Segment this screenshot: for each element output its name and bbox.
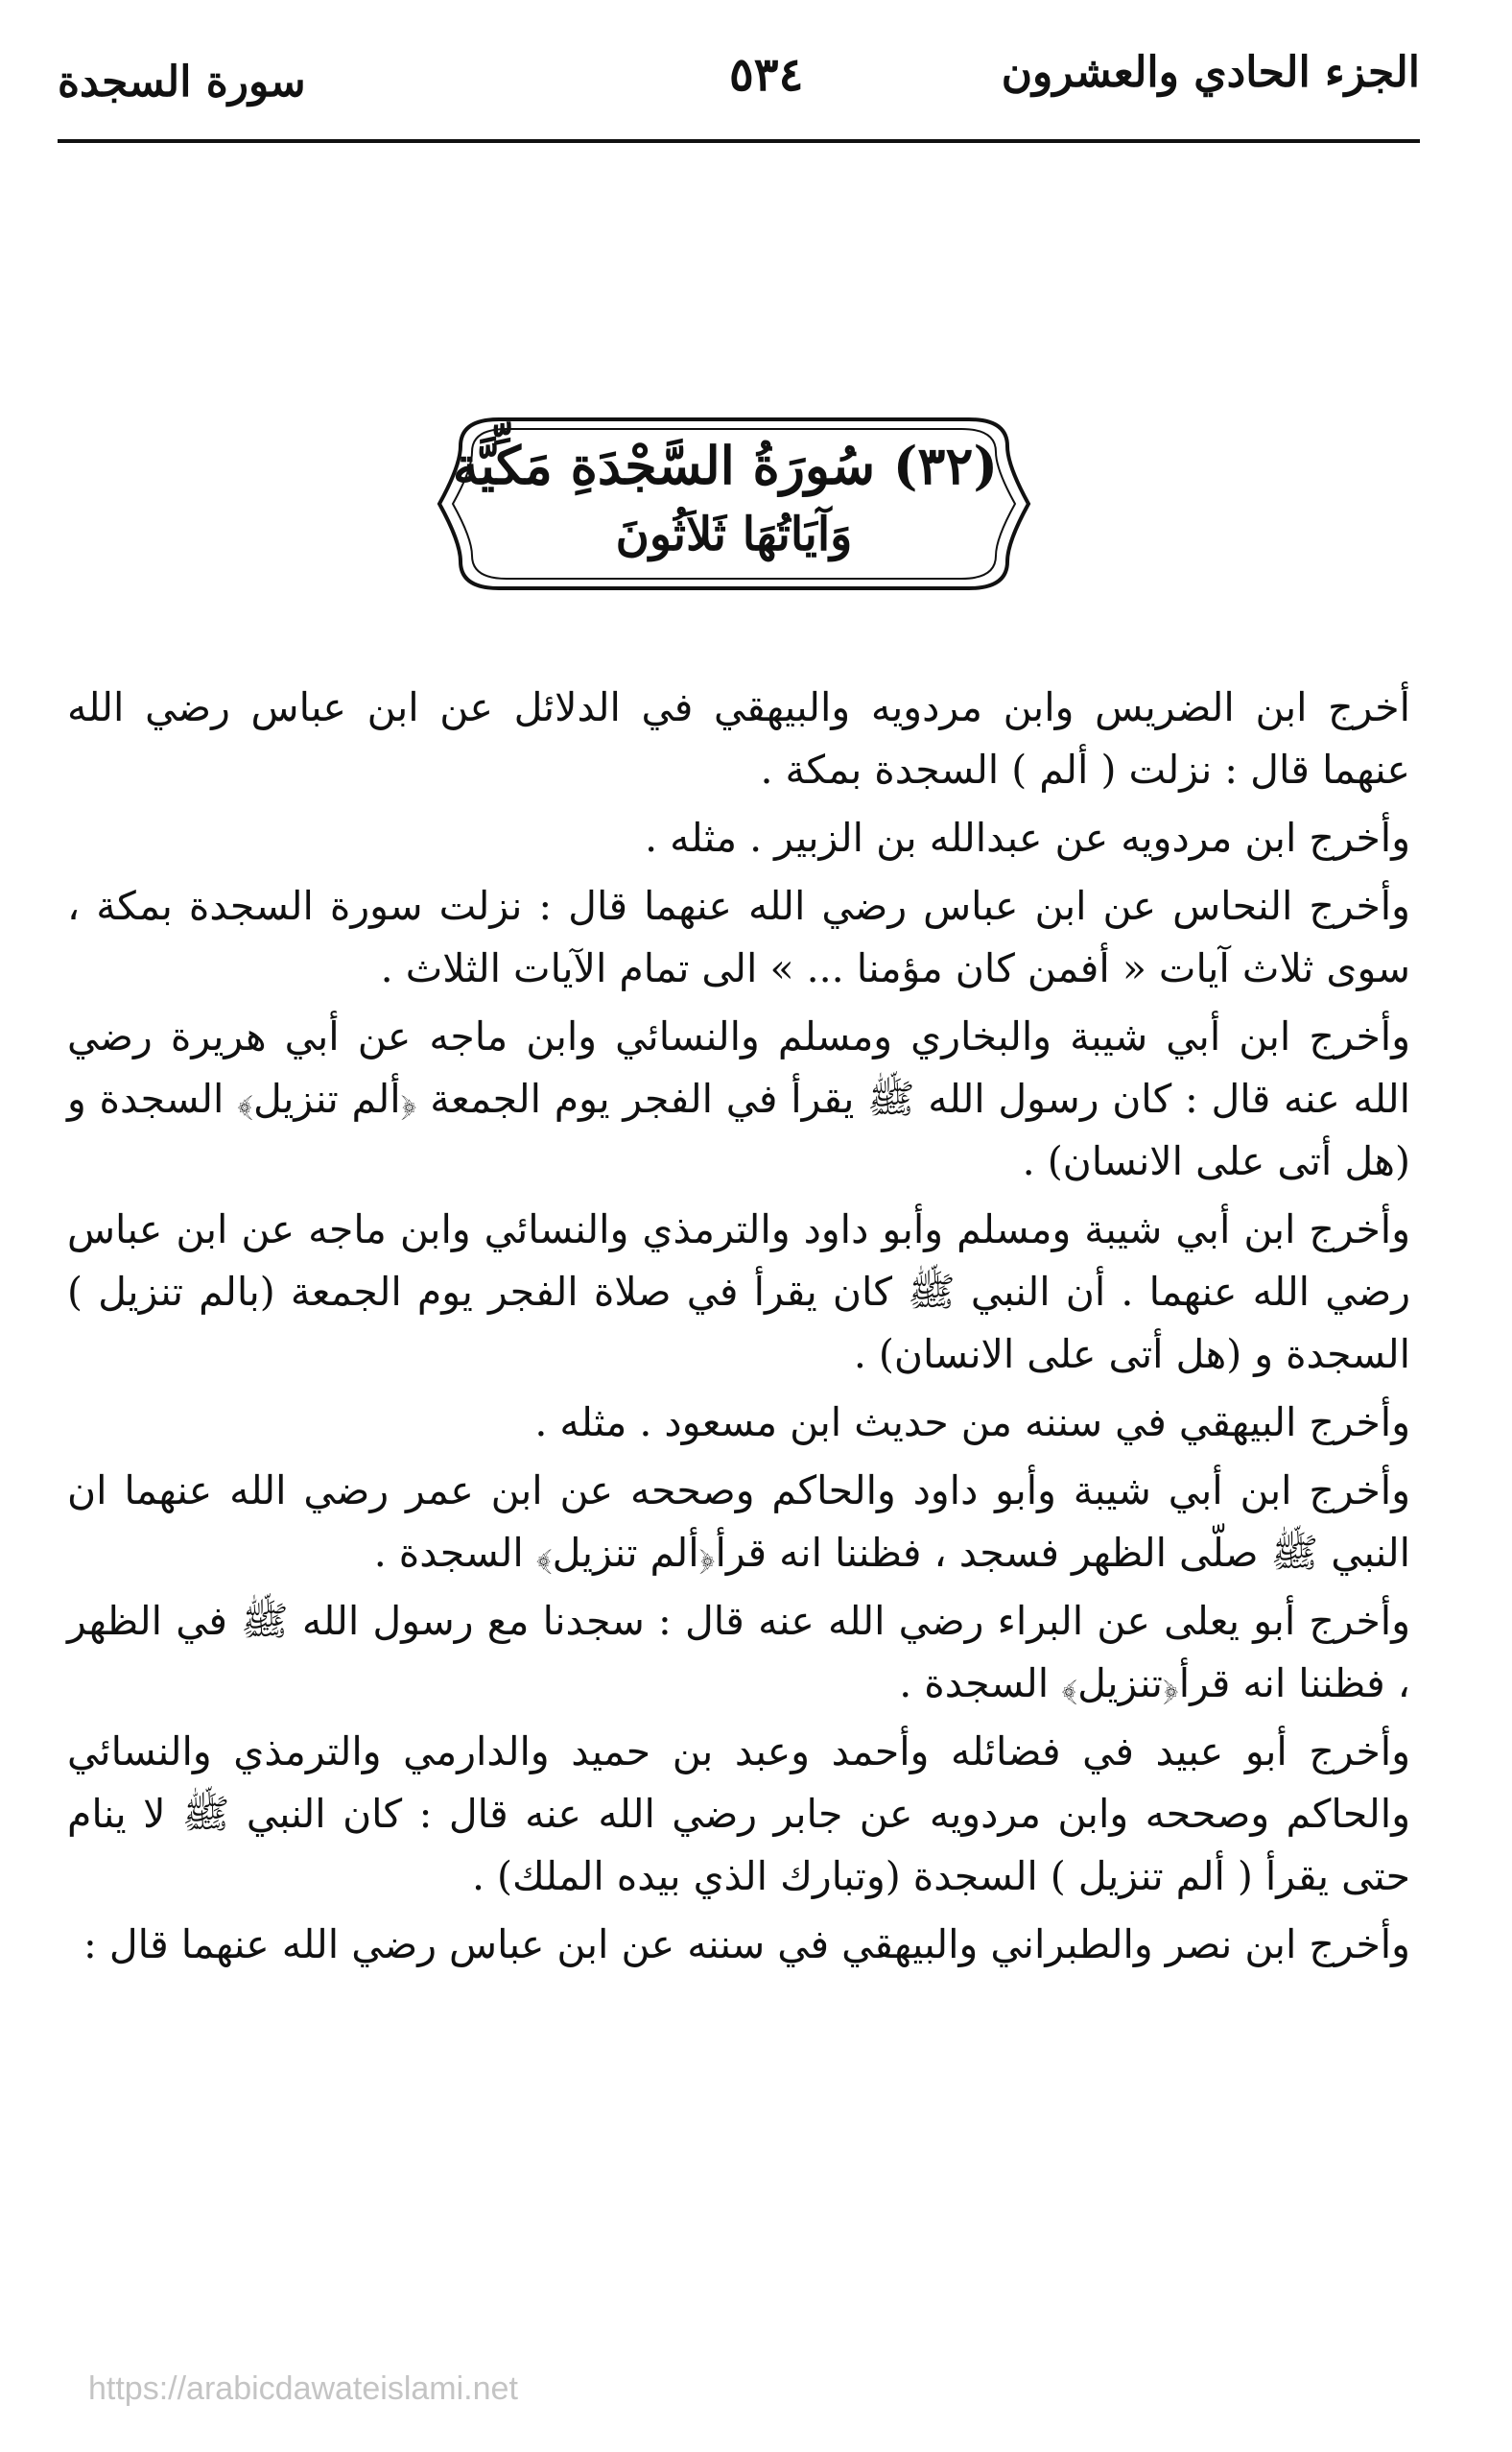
body-text — [67, 677, 1410, 1976]
surah-title-line-2: وَآيَاتُهَا ثَلاَثُونَ — [615, 508, 853, 561]
paragraph: وأخرج أبو يعلى عن البراء رضي الله عنه قال : سجدنا مع رسول الله ﷺ في الظهر ، فظننا انه قرأ﴿تنزيل﴾ السجدة . — [67, 1598, 1410, 1706]
watermark-url: https://arabicdawateislami.net — [88, 2370, 518, 2407]
volume-part-label: الجزء الحادي والعشرون — [1001, 48, 1420, 97]
running-header — [58, 38, 1420, 130]
paragraph: وأخرج ابن أبي شيبة وأبو داود والحاكم وصححه عن ابن عمر رضي الله عنهما ان النبي ﷺ صلّى الظهر فسجد ، فظننا انه قرأ﴿ألم تنزيل﴾ السجدة . — [67, 1467, 1410, 1576]
paragraph: وأخرج النحاس عن ابن عباس رضي الله عنهما قال : نزلت سورة السجدة بمكة ، سوى ثلاث آيات « أفمن كان مؤمنا ... » الى تمام الآيات الثلاث . — [67, 883, 1410, 991]
header-rule — [58, 139, 1420, 143]
paragraph: وأخرج ابن أبي شيبة والبخاري ومسلم والنسائي وابن ماجه عن أبي هريرة رضي الله عنه قال : كان رسول الله ﷺ يقرأ في الفجر يوم الجمعة ﴿ألم تنزيل﴾ السجدة و (هل أتى على الانسان) . — [67, 1013, 1410, 1184]
paragraph: أخرج ابن الضريس وابن مردويه والبيهقي في الدلائل عن ابن عباس رضي الله عنهما قال : نزلت ( ألم ) السجدة بمكة . — [67, 684, 1410, 793]
paragraph: وأخرج ابن أبي شيبة ومسلم وأبو داود والترمذي والنسائي وابن ماجه عن ابن عباس رضي الله عنهما . أن النبي ﷺ كان يقرأ في صلاة الفجر يوم الجمعة (بالم تنزيل ) السجدة و (هل أتى على الانسان) . — [67, 1206, 1410, 1377]
paragraph: وأخرج ابن مردويه عن عبدالله بن الزبير . مثله . — [645, 815, 1410, 861]
page-number: ٥٣٤ — [729, 48, 804, 102]
paragraph: وأخرج أبو عبيد في فضائله وأحمد وعبد بن حميد والدارمي والترمذي والنسائي والحاكم وصححه وابن مردويه عن جابر رضي الله عنه قال : كان النبي ﷺ لا ينام حتى يقرأ ( ألم تنزيل ) السجدة (وتبارك الذي بيده الملك) . — [67, 1728, 1410, 1899]
surah-title-line-1: (٣٢) سُورَةُ السَّجْدَةِ مَكِّيَّة — [452, 435, 998, 496]
paragraph: وأخرج البيهقي في سننه من حديث ابن مسعود . مثله . — [534, 1399, 1410, 1445]
surah-title-cartouche — [432, 408, 1036, 600]
paragraph: وأخرج ابن نصر والطبراني والبيهقي في سننه عن ابن عباس رضي الله عنهما قال : — [83, 1921, 1410, 1967]
surah-name-label: سورة السجدة — [58, 58, 306, 107]
